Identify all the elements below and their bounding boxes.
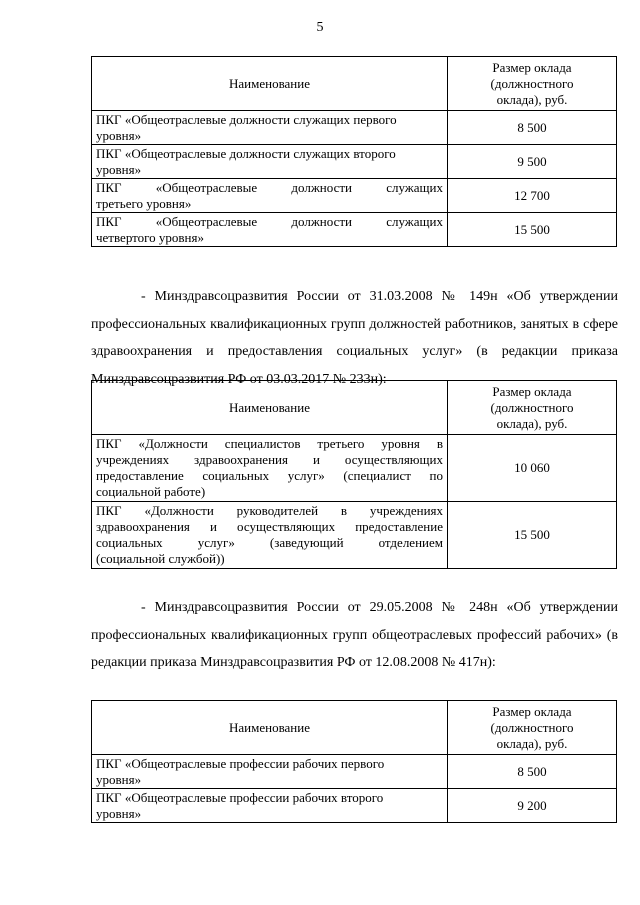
header-name: Наименование bbox=[92, 57, 448, 111]
row-salary: 15 500 bbox=[448, 213, 617, 247]
row-name: ПКГ «Общеотраслевые должности служащих первого уровня» bbox=[92, 111, 448, 145]
table-row bbox=[92, 111, 617, 145]
header-salary: Размер оклада (должностного оклада), руб. bbox=[448, 57, 617, 111]
row-name: ПКГ «Должности специалистов третьего уровня в учреждениях здравоохранения и осуществляющих предоставление социальных услуг» (специалист по социальной работе) bbox=[92, 435, 448, 502]
row-name: ПКГ «Общеотраслевые профессии рабочих второго уровня» bbox=[92, 789, 448, 823]
row-salary: 9 500 bbox=[448, 145, 617, 179]
table-row bbox=[92, 789, 617, 823]
table-row bbox=[92, 435, 617, 502]
header-salary: Размер оклада (должностного оклада), руб. bbox=[448, 701, 617, 755]
table-row bbox=[92, 502, 617, 569]
salary-table-healthcare bbox=[91, 380, 617, 569]
row-name: ПКГ «Должности руководителей в учреждениях здравоохранения и осуществляющих предоставление социальных услуг» (заведующий отделением (социальной службой)) bbox=[92, 502, 448, 569]
table-row bbox=[92, 145, 617, 179]
table-row bbox=[92, 755, 617, 789]
page-number: 5 bbox=[316, 20, 324, 35]
salary-table-general-employees bbox=[91, 56, 617, 247]
header-name: Наименование bbox=[92, 701, 448, 755]
table-header-row bbox=[92, 381, 617, 435]
row-salary: 8 500 bbox=[448, 111, 617, 145]
row-salary: 8 500 bbox=[448, 755, 617, 789]
header-name: Наименование bbox=[92, 381, 448, 435]
table-row bbox=[92, 213, 617, 247]
row-salary: 10 060 bbox=[448, 435, 617, 502]
paragraph-order-149n: - Минздравсоцразвития России от 31.03.2008 № 149н «Об утверждении профессиональных квалификационных групп должностей работников, занятых в сфере здравоохранения и предоставления социальных услуг» (в редакции приказа Минздравсоцразвития РФ от 03.03.2017 № 233н): bbox=[91, 289, 618, 387]
table-header-row bbox=[92, 57, 617, 111]
row-name: ПКГ «Общеотраслевые должности служащих третьего уровня» bbox=[92, 179, 448, 213]
salary-table-workers bbox=[91, 700, 617, 823]
table-header-row bbox=[92, 701, 617, 755]
row-salary: 9 200 bbox=[448, 789, 617, 823]
paragraph-order-248n: - Минздравсоцразвития России от 29.05.2008 № 248н «Об утверждении профессиональных квалификационных групп общеотраслевых профессий рабочих» (в редакции приказа Минздравсоцразвития РФ от 12.08.2008 № 417н): bbox=[91, 600, 618, 670]
row-salary: 15 500 bbox=[448, 502, 617, 569]
table-row bbox=[92, 179, 617, 213]
row-salary: 12 700 bbox=[448, 179, 617, 213]
row-name: ПКГ «Общеотраслевые должности служащих второго уровня» bbox=[92, 145, 448, 179]
row-name: ПКГ «Общеотраслевые должности служащих четвертого уровня» bbox=[92, 213, 448, 247]
row-name: ПКГ «Общеотраслевые профессии рабочих первого уровня» bbox=[92, 755, 448, 789]
header-salary: Размер оклада (должностного оклада), руб. bbox=[448, 381, 617, 435]
